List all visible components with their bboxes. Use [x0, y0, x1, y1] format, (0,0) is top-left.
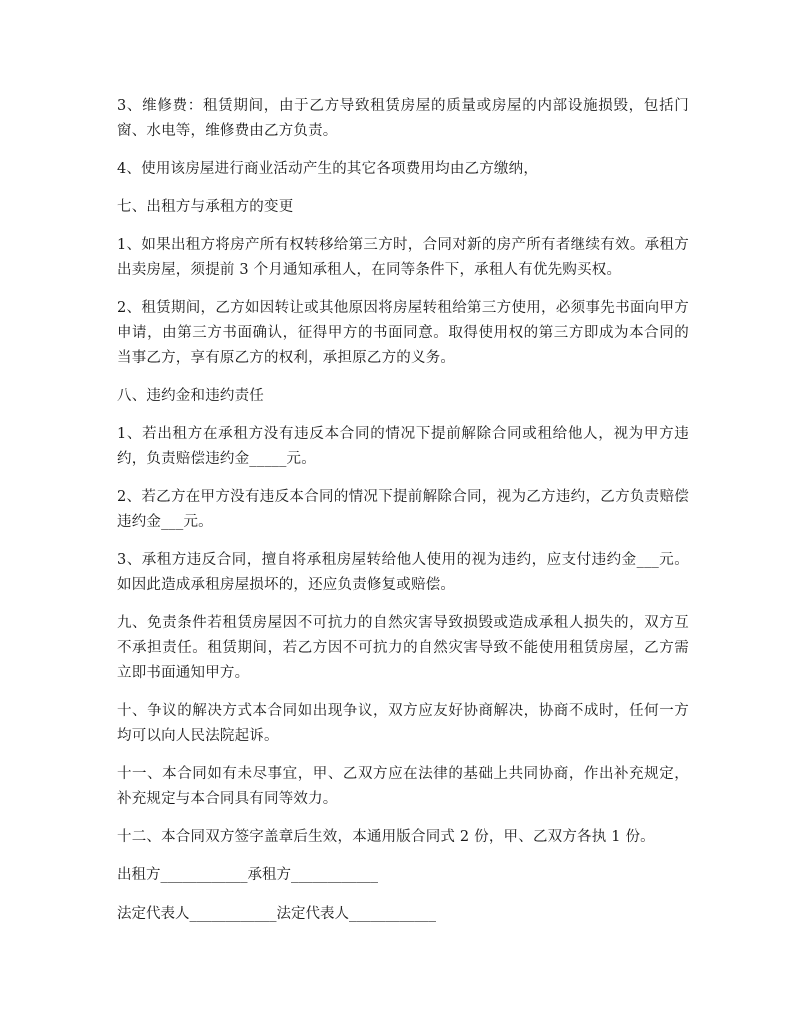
clause-other-fees: 4、使用该房屋进行商业活动产生的其它各项费用均由乙方缴纳， [117, 161, 539, 177]
clause-dispute-resolution: 十、争议的解决方式本合同如出现争议，双方应友好协商解决，协商不成时，任何一方均可以向人民法院起诉。 [117, 703, 689, 744]
clause-sublease: 2、租赁期间，乙方如因转让或其他原因将房屋转租给第三方使用，必须事先书面向甲方申请，由第三方书面确认，征得甲方的书面同意。取得使用权的第三方即成为本合同的当事乙方，享有原乙方的权利，承担原乙方的义务。 [117, 300, 689, 366]
signature-parties-line: 出租方____________承租方____________ [117, 867, 378, 883]
clause-unauthorized-transfer: 3、承租方违反合同，擅自将承租房屋转给他人使用的视为违约，应支付违约金___元。如因此造成承租房屋损坏的，还应负责修复或赔偿。 [117, 552, 689, 593]
clause-ownership-transfer: 1、如果出租方将房产所有权转移给第三方时，合同对新的房产所有者继续有效。承租方出卖房屋，须提前 3 个月通知承租人，在同等条件下，承租人有优先购买权。 [117, 237, 689, 278]
document-page [117, 94, 689, 941]
section-heading-penalty: 八、违约金和违约责任 [117, 388, 264, 404]
clause-lessor-breach: 1、若出租方在承租方没有违反本合同的情况下提前解除合同或租给他人，视为甲方违约，负责赔偿违约金_____元。 [117, 426, 689, 467]
signature-representatives-line: 法定代表人____________法定代表人____________ [117, 906, 436, 922]
section-heading-changes: 七、出租方与承租方的变更 [117, 199, 294, 215]
clause-lessee-breach: 2、若乙方在甲方没有违反本合同的情况下提前解除合同，视为乙方违约，乙方负责赔偿违约金___元。 [117, 489, 689, 530]
clause-effectiveness: 十二、本合同双方签字盖章后生效，本通用版合同式 2 份，甲、乙双方各执 1 份。 [117, 829, 655, 845]
clause-supplement: 十一、本合同如有未尽事宜，甲、乙双方应在法律的基础上共同协商，作出补充规定，补充规定与本合同具有同等效力。 [117, 766, 689, 807]
clause-maintenance-fee: 3、维修费：租赁期间，由于乙方导致租赁房屋的质量或房屋的内部设施损毁，包括门窗、水电等，维修费由乙方负责。 [117, 98, 689, 139]
clause-force-majeure: 九、免责条件若租赁房屋因不可抗力的自然灾害导致损毁或造成承租人损失的，双方互不承担责任。租赁期间，若乙方因不可抗力的自然灾害导致不能使用租赁房屋，乙方需立即书面通知甲方。 [117, 615, 689, 681]
